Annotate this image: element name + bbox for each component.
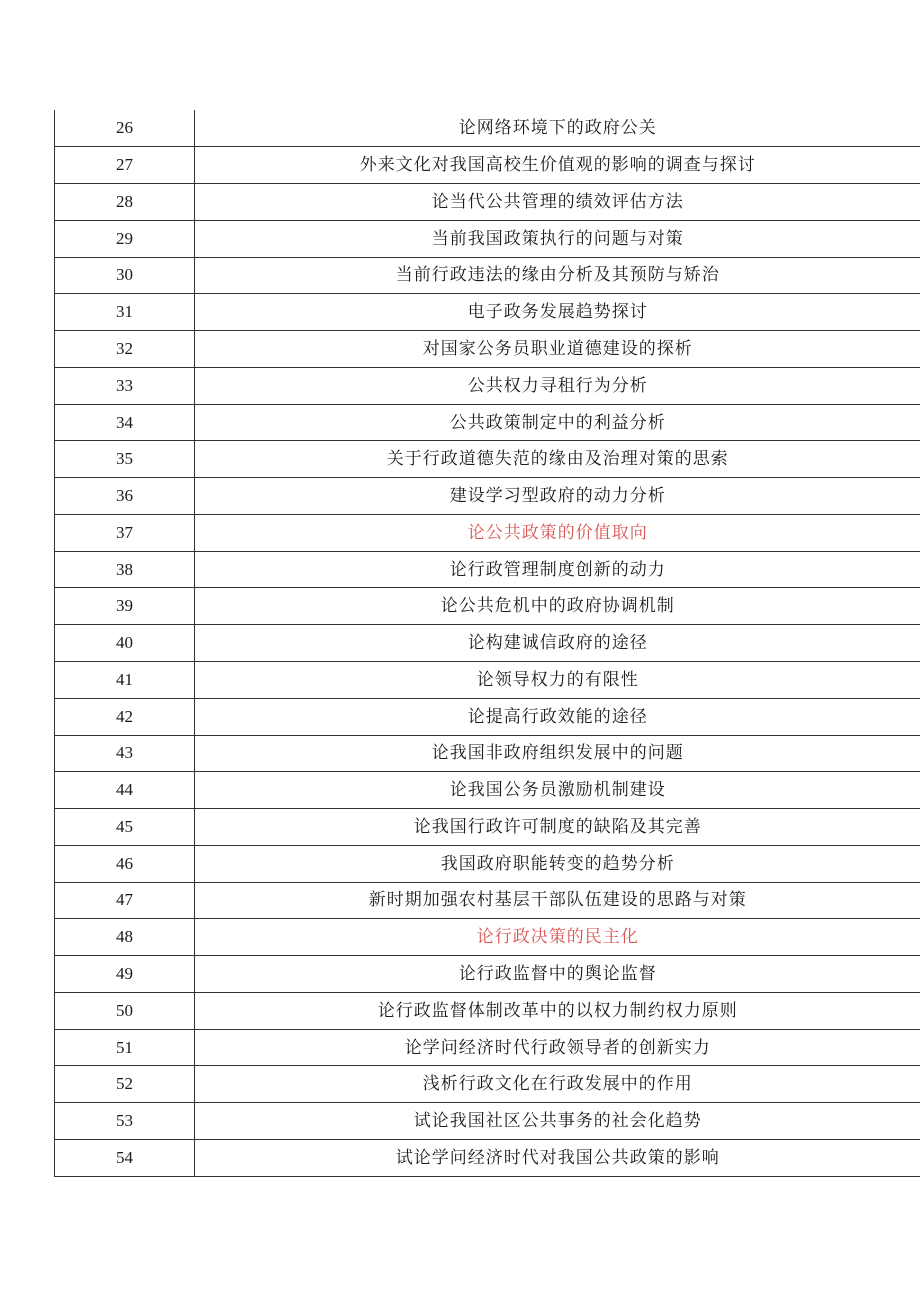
row-number: 34 [55,404,195,441]
topic-title: 新时期加强农村基层干部队伍建设的思路与对策 [195,882,920,919]
topic-title: 论我国非政府组织发展中的问题 [195,735,920,772]
topic-title: 论网络环境下的政府公关 [195,110,920,147]
row-number: 47 [55,882,195,919]
table-row [55,331,920,368]
row-number: 30 [55,257,195,294]
topic-title: 论当代公共管理的绩效评估方法 [195,184,920,221]
row-number: 32 [55,331,195,368]
table-row [55,992,920,1029]
table-row [55,514,920,551]
row-number: 35 [55,441,195,478]
table-row [55,919,920,956]
row-number: 37 [55,514,195,551]
topic-title: 论构建诚信政府的途径 [195,625,920,662]
table-row [55,1103,920,1140]
topic-title: 论领导权力的有限性 [195,661,920,698]
row-number: 27 [55,147,195,184]
table-row [55,551,920,588]
table-row [55,661,920,698]
topic-title: 论公共危机中的政府协调机制 [195,588,920,625]
row-number: 50 [55,992,195,1029]
row-number: 54 [55,1139,195,1176]
topic-title: 外来文化对我国高校生价值观的影响的调查与探讨 [195,147,920,184]
table-row [55,220,920,257]
topic-title: 论公共政策的价值取向 [195,514,920,551]
topic-title: 论学问经济时代行政领导者的创新实力 [195,1029,920,1066]
topic-table-body [55,110,920,1176]
table-row [55,625,920,662]
topic-title: 试论学问经济时代对我国公共政策的影响 [195,1139,920,1176]
row-number: 44 [55,772,195,809]
topic-title: 建设学习型政府的动力分析 [195,478,920,515]
table-row [55,147,920,184]
table-row [55,698,920,735]
table-row [55,1139,920,1176]
row-number: 43 [55,735,195,772]
row-number: 51 [55,1029,195,1066]
row-number: 41 [55,661,195,698]
row-number: 46 [55,845,195,882]
topic-title: 当前我国政策执行的问题与对策 [195,220,920,257]
table-row [55,1029,920,1066]
row-number: 48 [55,919,195,956]
topic-title: 论我国公务员激励机制建设 [195,772,920,809]
row-number: 31 [55,294,195,331]
table-row [55,478,920,515]
row-number: 36 [55,478,195,515]
topic-title: 电子政务发展趋势探讨 [195,294,920,331]
table-row [55,772,920,809]
topic-title: 我国政府职能转变的趋势分析 [195,845,920,882]
topic-title: 关于行政道德失范的缘由及治理对策的思索 [195,441,920,478]
topic-title: 论行政监督体制改革中的以权力制约权力原则 [195,992,920,1029]
topic-title: 论行政决策的民主化 [195,919,920,956]
row-number: 52 [55,1066,195,1103]
table-row [55,809,920,846]
table-row [55,184,920,221]
row-number: 28 [55,184,195,221]
topic-title: 公共政策制定中的利益分析 [195,404,920,441]
topic-title: 论我国行政许可制度的缺陷及其完善 [195,809,920,846]
table-row [55,441,920,478]
table-row [55,294,920,331]
topic-table [54,110,920,1177]
topic-title: 论行政监督中的舆论监督 [195,956,920,993]
row-number: 29 [55,220,195,257]
table-row [55,588,920,625]
row-number: 49 [55,956,195,993]
row-number: 33 [55,367,195,404]
row-number: 39 [55,588,195,625]
topic-title: 公共权力寻租行为分析 [195,367,920,404]
row-number: 53 [55,1103,195,1140]
table-row [55,845,920,882]
table-row [55,404,920,441]
row-number: 42 [55,698,195,735]
table-row [55,735,920,772]
row-number: 38 [55,551,195,588]
row-number: 45 [55,809,195,846]
topic-title: 浅析行政文化在行政发展中的作用 [195,1066,920,1103]
table-row [55,1066,920,1103]
topic-title: 论行政管理制度创新的动力 [195,551,920,588]
topic-title: 当前行政违法的缘由分析及其预防与矫治 [195,257,920,294]
table-row [55,367,920,404]
table-row [55,882,920,919]
table-row [55,257,920,294]
row-number: 26 [55,110,195,147]
topic-title: 论提高行政效能的途径 [195,698,920,735]
table-row [55,956,920,993]
table-row [55,110,920,147]
topic-title: 试论我国社区公共事务的社会化趋势 [195,1103,920,1140]
topic-title: 对国家公务员职业道德建设的探析 [195,331,920,368]
row-number: 40 [55,625,195,662]
